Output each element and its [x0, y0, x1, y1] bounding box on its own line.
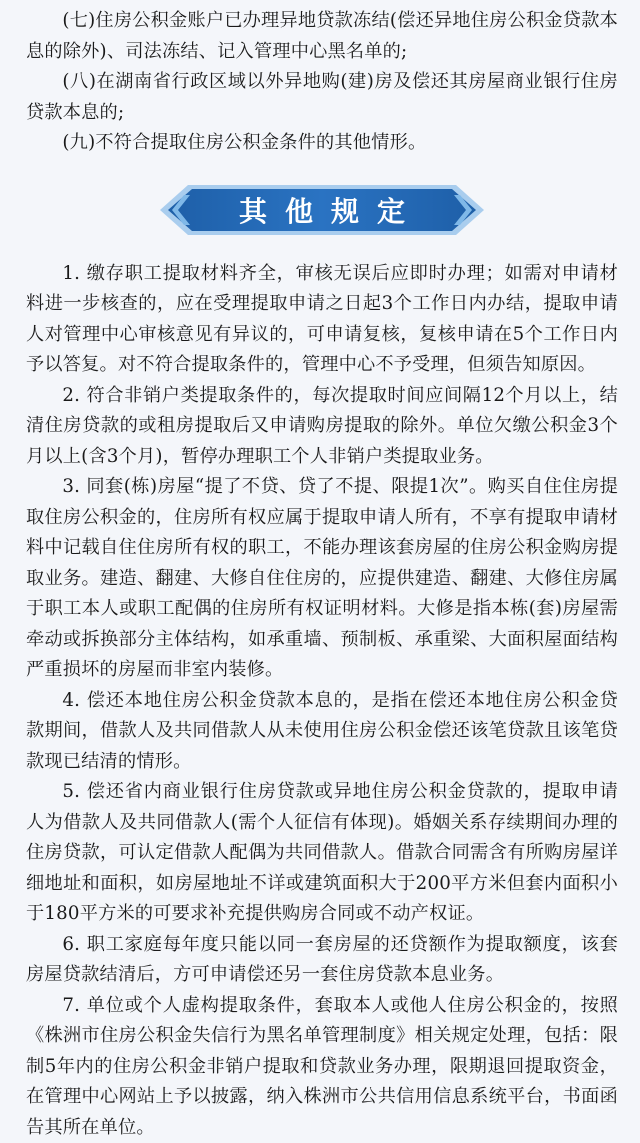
condition-item-9: (九)不符合提取住房公积金条件的其他情形。	[26, 128, 618, 159]
rule-7: 7. 单位或个人虚构提取条件，套取本人或他人住房公积金的，按照《株洲市住房公积金失信行为黑名单管理制度》相关规定处理，包括：限制5年内的住房公积金非销户提取和贷款业务办理，限期退回提取资金，在管理中心网站上予以披露，纳入株洲市公共信用信息系统平台，书面函告其所在单位。	[26, 991, 618, 1143]
rule-1: 1. 缴存职工提取材料齐全，审核无误后应即时办理；如需对申请材料进一步核查的，应在受理提取申请之日起3个工作日内办结，提取申请人对管理中心审核意见有异议的，可申请复核，复核申请在5个工作日内予以答复。对不符合提取条件的，管理中心不予受理，但须告知原因。	[26, 259, 618, 381]
rule-2: 2. 符合非销户类提取条件的，每次提取时间应间隔12个月以上，结清住房贷款的或租房提取后又申请购房提取的除外。单位欠缴公积金3个月以上(含3个月)，暂停办理职工个人非销户类提取业务。	[26, 381, 618, 473]
rule-5: 5. 偿还省内商业银行住房贷款或异地住房公积金贷款的，提取申请人为借款人及共同借款人(需个人征信有体现)。婚姻关系存续期间办理的住房贷款，可认定借款人配偶为共同借款人。借款合同需含有所购房屋详细地址和面积，如房屋地址不详或建筑面积大于200平方米但套内面积小于180平方米的可要求补充提供购房合同或不动产权证。	[26, 777, 618, 930]
section-banner	[26, 165, 618, 255]
rule-6: 6. 职工家庭每年度只能以同一套房屋的还贷额作为提取额度，该套房屋贷款结清后，方可申请偿还另一套住房贷款本息业务。	[26, 930, 618, 991]
section-title-banner	[158, 183, 486, 237]
rule-4: 4. 偿还本地住房公积金贷款本息的，是指在偿还本地住房公积金贷款期间，借款人及共同借款人从未使用住房公积金偿还该笔贷款且该笔贷款现已结清的情形。	[26, 686, 618, 778]
condition-item-8: (八)在湖南省行政区域以外异地购(建)房及偿还其房屋商业银行住房贷款本息的;	[26, 67, 618, 128]
rule-3: 3. 同套(栋)房屋“提了不贷、贷了不提、限提1次”。购买自住住房提取住房公积金的，住房所有权应属于提取申请人所有，不享有提取申请材料中记载自住住房所有权的职工，不能办理该套房屋的住房公积金购房提取业务。建造、翻建、大修自住住房的，应提供建造、翻建、大修住房属于职工本人或职工配偶的住房所有权证明材料。大修是指本栋(套)房屋需牵动或拆换部分主体结构，如承重墙、预制板、承重梁、大面积屋面结构严重损坏的房屋而非室内装修。	[26, 472, 618, 686]
condition-item-7: (七)住房公积金账户已办理异地贷款冻结(偿还异地住房公积金贷款本息的除外)、司法冻结、记入管理中心黑名单的;	[26, 6, 618, 67]
section-title: 其他规定	[221, 190, 423, 230]
